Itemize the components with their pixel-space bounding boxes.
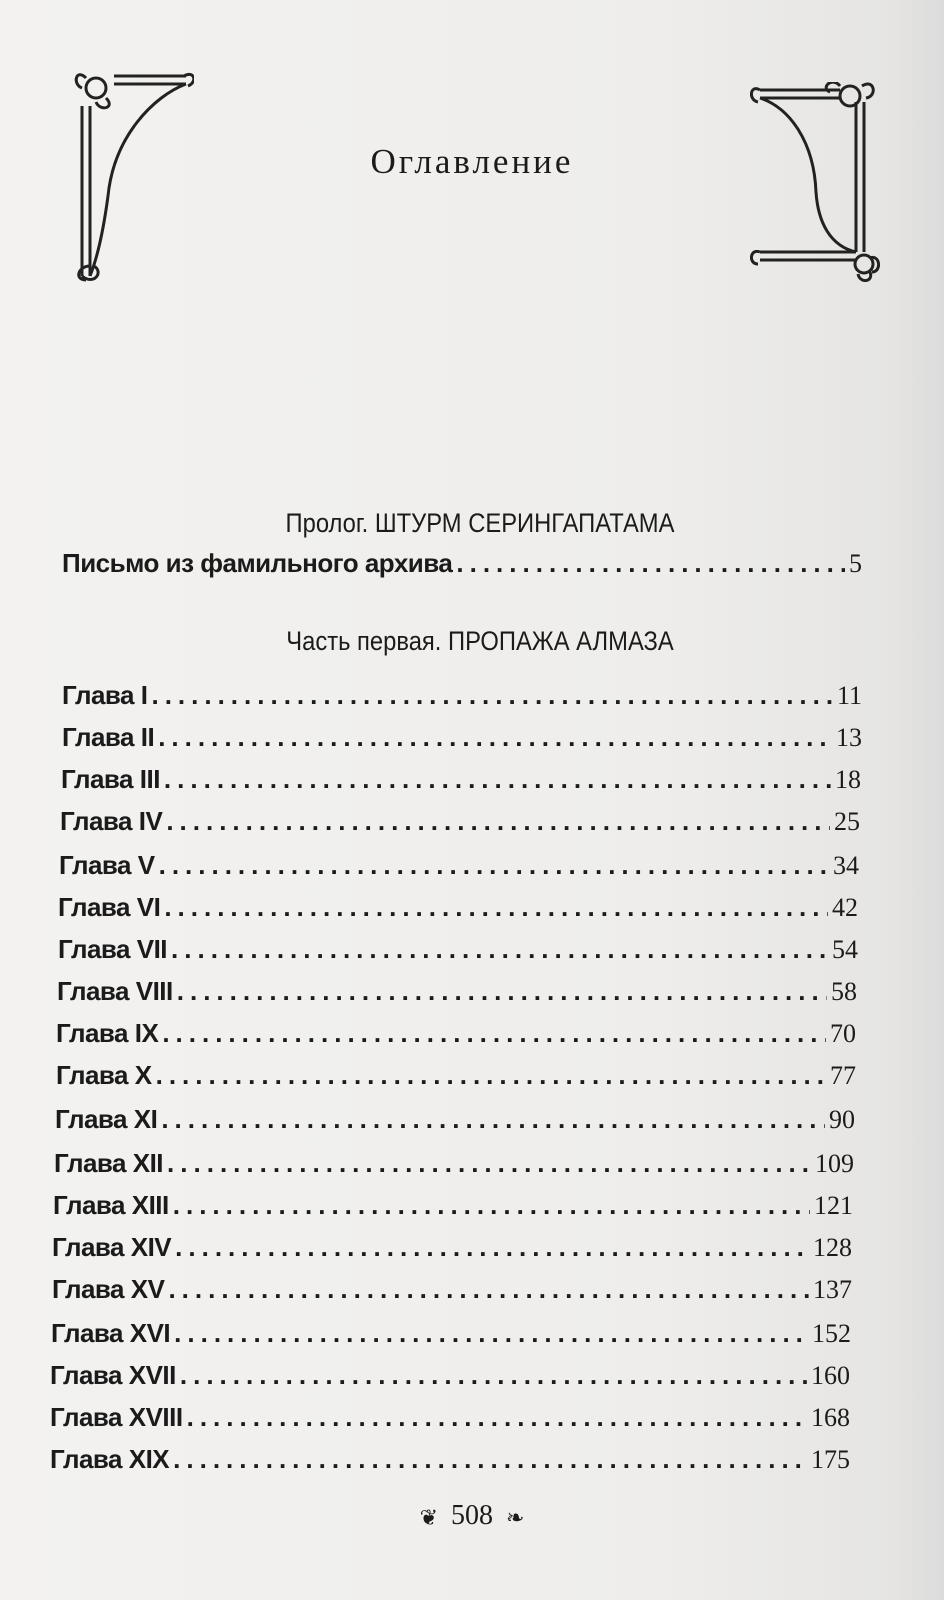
toc-entry[interactable] (55, 1104, 855, 1135)
toc-entry[interactable] (52, 1274, 852, 1305)
toc-entry[interactable] (62, 722, 862, 753)
leader-dots (174, 1318, 808, 1349)
toc-entry[interactable] (61, 764, 861, 795)
toc-entry-label: Глава VI (58, 892, 161, 922)
leader-dots (167, 1148, 811, 1179)
toc-entry-page: 152 (812, 1319, 851, 1348)
toc-entry-label: Глава IX (56, 1018, 159, 1048)
toc-entry[interactable] (56, 1018, 856, 1049)
toc-entry-label: Глава VIII (57, 976, 173, 1006)
toc-entry-label: Глава I (62, 680, 148, 710)
toc-entry-label: Письмо из фамильного архива (62, 548, 453, 578)
toc-entry-label: Глава X (56, 1060, 152, 1090)
toc-entry[interactable] (54, 1148, 854, 1179)
toc-entry[interactable] (58, 934, 858, 965)
leader-dots (159, 850, 829, 881)
toc-entry[interactable] (62, 680, 862, 711)
page-title: Оглавление (370, 142, 574, 181)
toc-entry[interactable] (50, 1444, 850, 1475)
toc-entry-label: Глава XIII (53, 1190, 169, 1220)
toc-entry[interactable] (60, 806, 860, 837)
toc-entry[interactable] (51, 1318, 851, 1349)
leader-dots (187, 1402, 807, 1433)
leader-dots (164, 764, 831, 795)
toc-entry[interactable] (52, 1232, 852, 1263)
toc-entry-page: 175 (811, 1445, 850, 1474)
toc-entry-label: Глава XVIII (50, 1402, 183, 1432)
toc-entry-label: Глава XII (54, 1148, 164, 1178)
toc-entry-label: Глава II (62, 722, 155, 752)
leader-dots (166, 806, 830, 837)
page-number: 508 (451, 1500, 493, 1531)
toc-entry-label: Глава III (61, 764, 160, 794)
leader-dots (162, 1018, 826, 1049)
leader-dots (156, 1060, 826, 1091)
toc-entry-page: 137 (813, 1275, 852, 1304)
toc-entry-label: Глава XVI (51, 1318, 171, 1348)
toc-entry-label: Глава XV (52, 1274, 165, 1304)
toc-entry[interactable] (56, 1060, 856, 1091)
leader-dots (175, 1232, 809, 1263)
toc-entry-label: Глава IV (60, 806, 163, 836)
toc-entry-page: 168 (811, 1403, 850, 1432)
toc-entry-page: 18 (835, 765, 861, 794)
leader-dots (164, 892, 828, 923)
fleuron-right-icon: ❧ (506, 1504, 525, 1530)
leader-dots (180, 1360, 807, 1391)
page-footer (0, 1500, 944, 1532)
leader-dots (177, 976, 827, 1007)
toc-entry-page: 160 (811, 1361, 850, 1390)
toc-entry[interactable] (50, 1360, 850, 1391)
toc-entry-label: Глава XIX (50, 1444, 170, 1474)
leader-dots (173, 1444, 807, 1475)
leader-dots (161, 1104, 825, 1135)
toc-entry-page: 58 (831, 977, 857, 1006)
toc-entry[interactable] (50, 1402, 850, 1433)
prologue-heading: Пролог. ШТУРМ СЕРИНГАПАТАМА (285, 508, 675, 538)
leader-dots (151, 680, 832, 711)
toc-entry-page: 13 (836, 723, 862, 752)
toc-entry[interactable] (53, 1190, 853, 1221)
toc-entry-page: 11 (836, 681, 862, 710)
toc-entry[interactable] (62, 548, 862, 579)
toc-entry-label: Глава VII (58, 934, 168, 964)
leader-dots (173, 1190, 810, 1221)
leader-dots (171, 934, 828, 965)
toc-entry-page: 54 (832, 935, 858, 964)
toc-entry-page: 90 (829, 1105, 855, 1134)
leader-dots (168, 1274, 809, 1305)
toc-entry-page: 25 (834, 807, 860, 836)
toc-entry-page: 77 (830, 1061, 856, 1090)
toc-entry[interactable] (57, 976, 857, 1007)
toc-entry-page: 128 (813, 1233, 852, 1262)
leader-dots (158, 722, 832, 753)
toc-entry-page: 5 (849, 549, 862, 578)
part-one-heading: Часть первая. ПРОПАЖА АЛМАЗА (286, 626, 674, 656)
fleuron-left-icon: ❦ (419, 1504, 438, 1530)
toc-entry[interactable] (58, 892, 858, 923)
toc-entry-page: 34 (833, 851, 859, 880)
right-frame-ornament-icon (750, 82, 880, 282)
toc-entry-page: 109 (815, 1149, 854, 1178)
toc-entry-label: Глава V (59, 850, 155, 880)
toc-entry-label: Глава XVII (50, 1360, 176, 1390)
toc-entry[interactable] (59, 850, 859, 881)
leader-dots (456, 548, 845, 579)
toc-entry-page: 42 (832, 893, 858, 922)
toc-entry-page: 70 (830, 1019, 856, 1048)
toc-entry-page: 121 (814, 1191, 853, 1220)
toc-entry-label: Глава XIV (52, 1232, 172, 1262)
toc-entry-label: Глава XI (55, 1104, 158, 1134)
